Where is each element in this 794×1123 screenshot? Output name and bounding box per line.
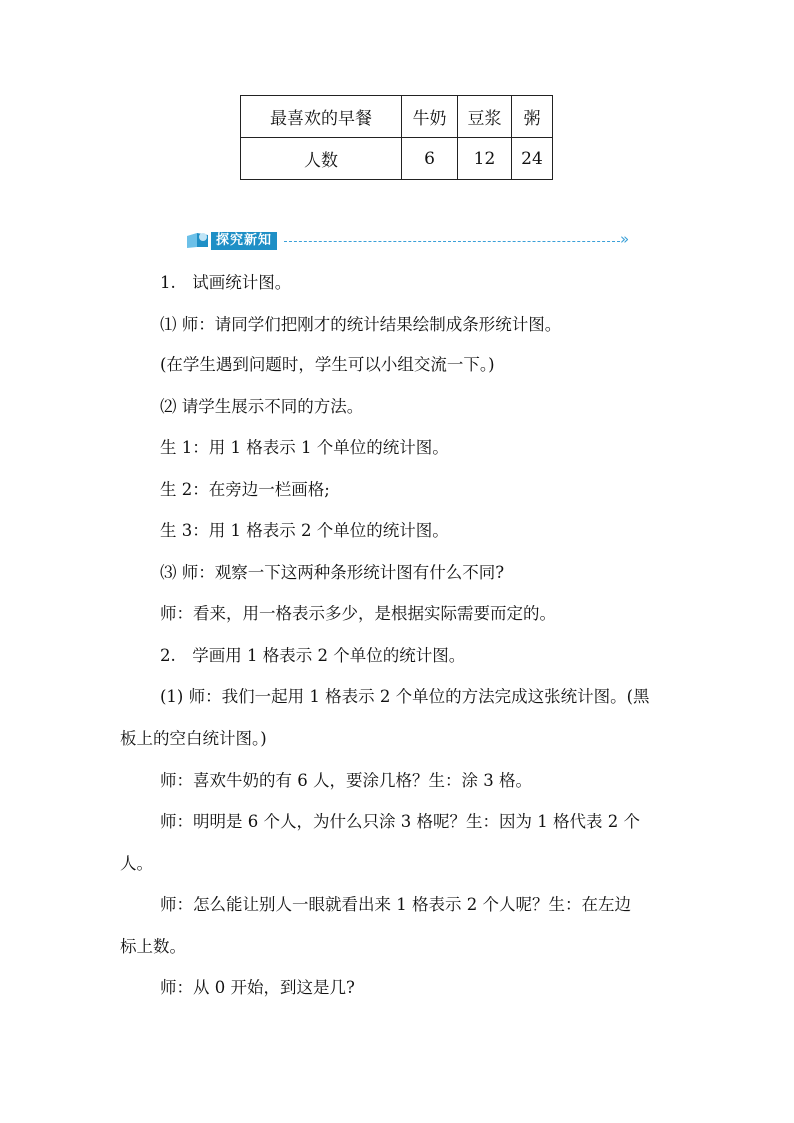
table-header-cell: 豆浆	[458, 96, 512, 138]
section-title: 探究新知	[211, 232, 277, 250]
table-cell: 6	[402, 138, 458, 180]
book-icon	[186, 231, 210, 249]
text-line: 生 1：用 1 格表示 1 个单位的统计图。	[160, 438, 449, 457]
text-line: 师：怎么能让别人一眼就看出来 1 格表示 2 个人呢？生：在左边	[160, 895, 631, 914]
text-line: 标上数。	[120, 937, 186, 956]
text-line: ⑶ 师：观察一下这两种条形统计图有什么不同?	[160, 563, 505, 582]
table-header-cell: 最喜欢的早餐	[241, 96, 402, 138]
table-row	[241, 138, 553, 180]
text-line: 师：看来，用一格表示多少，是根据实际需要而定的。	[160, 604, 556, 623]
text-line: (1) 师：我们一起用 1 格表示 2 个单位的方法完成这张统计图。(黑	[160, 687, 650, 706]
dashed-divider	[284, 241, 620, 242]
table-row	[241, 96, 553, 138]
text-line: 生 2：在旁边一栏画格;	[160, 480, 330, 499]
text-line: 1. 试画统计图。	[160, 273, 292, 292]
double-arrow-icon: »	[620, 230, 630, 248]
table-cell: 人数	[241, 138, 402, 180]
text-line: 人。	[120, 854, 153, 873]
text-line: ⑴ 师：请同学们把刚才的统计结果绘制成条形统计图。	[160, 315, 562, 334]
text-line: 师：明明是 6 个人，为什么只涂 3 格呢？生：因为 1 格代表 2 个	[160, 812, 640, 831]
text-line: (在学生遇到问题时，学生可以小组交流一下。)	[160, 355, 495, 374]
text-line: 板上的空白统计图。)	[120, 729, 267, 748]
text-line: 2. 学画用 1 格表示 2 个单位的统计图。	[160, 646, 466, 665]
table-cell: 24	[512, 138, 553, 180]
text-line: 师：喜欢牛奶的有 6 人，要涂几格？生：涂 3 格。	[160, 771, 532, 790]
table-header-cell: 牛奶	[402, 96, 458, 138]
text-line: 生 3：用 1 格表示 2 个单位的统计图。	[160, 521, 449, 540]
table-header-cell: 粥	[512, 96, 553, 138]
section-header	[186, 229, 656, 251]
text-line: 师：从 0 开始，到这是几?	[160, 978, 355, 997]
text-line: ⑵ 请学生展示不同的方法。	[160, 397, 364, 416]
breakfast-table	[240, 95, 553, 180]
table-cell: 12	[458, 138, 512, 180]
